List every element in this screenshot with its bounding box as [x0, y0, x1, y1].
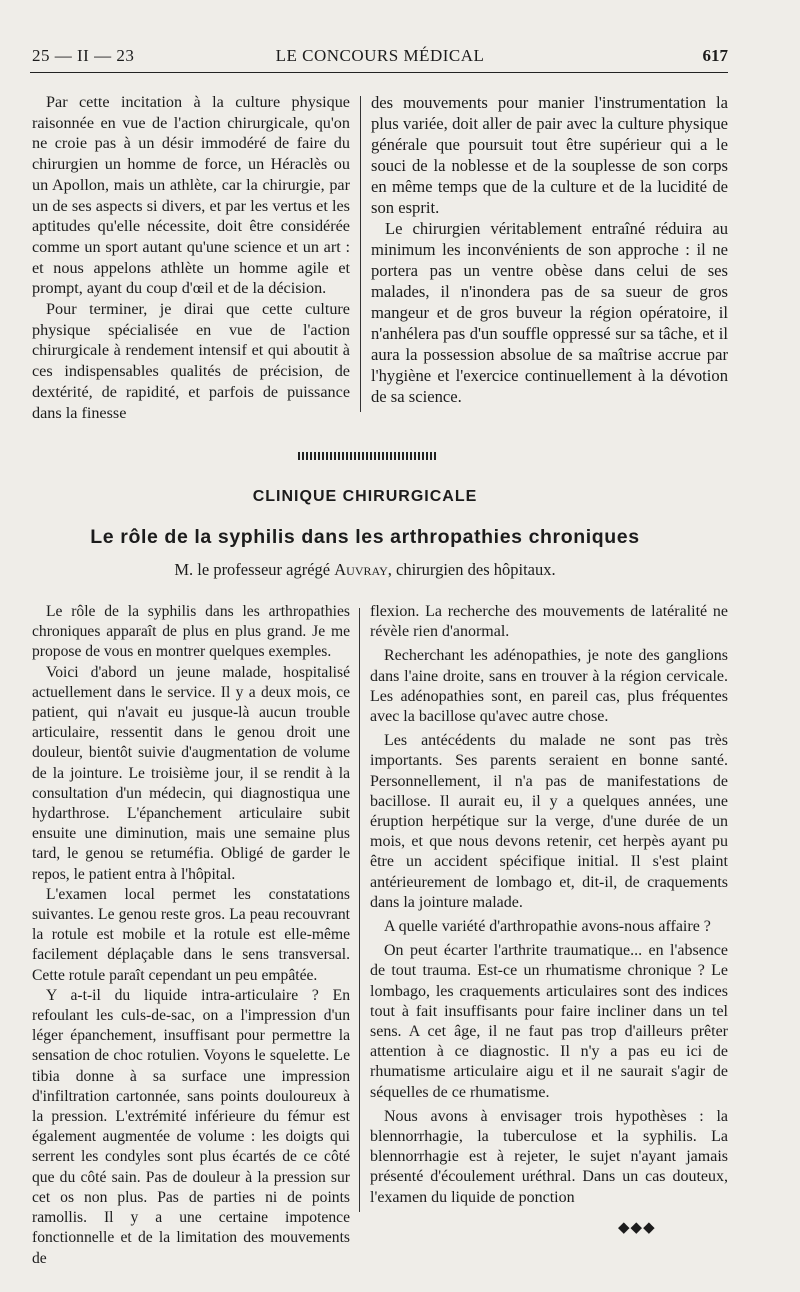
- paragraph: Le rôle de la syphilis dans les arthropathies chroniques apparaît de plus en plus grand. Je me propose de vous en montrer quelques exemples.: [32, 603, 350, 661]
- paragraph: On peut écarter l'arthrite traumatique... en l'absence de tout trauma. Est-ce un rhumatisme chronique ? Le lombago, les craquements articulaires sont des indices tout à fait insuffisants pour faire incliner dans un tel sens. A cet âge, il ne faut pas trop d'ailleurs prêter attention à ce diagnostic. Il n'y a pas eu ici de rhumatisme articulaire aigu et il ne saurait s'agir de séquelles de ce rhumatisme.: [370, 942, 728, 1101]
- bottom-left-column: [32, 602, 350, 1269]
- section-title: CLINIQUE CHIRURGICALE: [252, 488, 478, 505]
- top-left-column: [32, 92, 350, 423]
- byline-prefix: M. le professeur agrégé: [174, 560, 331, 579]
- column-divider: [359, 608, 360, 1212]
- end-ornament: ◆◆◆: [618, 1220, 656, 1236]
- paragraph: des mouvements pour manier l'instrumentation la plus variée, doit aller de pair avec la culture physique générale que poursuit tout être supérieur qui a le souci de la noblesse et de la souplesse de son corps en même temps que de la culture et de la lucidité de son esprit.: [371, 93, 728, 217]
- byline-author: Auvray: [334, 560, 388, 579]
- paragraph: A quelle variété d'arthropathie avons-nous affaire ?: [384, 918, 711, 936]
- paragraph: Les antécédents du malade ne sont pas très importants. Ses parents seraient en bonne santé. Personnellement, il n'a pas de manifestations de bacillose. Il aurait eu, il y a quelques années, une éruption herpétique sur la verge, d'une durée de un mois, et que nous devons retenir, cet herpès ayant pu être un accident spécifique initial. Il s'est plaint antérieurement de lombago et, dit-il, de craquements dans la jointure malade.: [370, 732, 728, 911]
- paragraph: Par cette incitation à la culture physique raisonnée en vue de l'action chirurgicale, qu'on ne croie pas à un désir immodéré de faire du chirurgien un homme de force, un Héraclès ou un Apollon, mais un athlète, car la chirurgie, par un de ses aspects si divers, et par les vertus et les aptitudes qu'elle nécessite, doit être considérée comme un sport autant qu'une science et un art : et nous appelons athlète un homme agile et prompt, ayant du coup d'œil et de la décision.: [32, 93, 350, 298]
- top-right-column: [371, 92, 728, 407]
- journal-title: LE CONCOURS MÉDICAL: [275, 46, 485, 65]
- paragraph: Nous avons à envisager trois hypothèses : la blennorrhagie, la tuberculose et la syphilis. La blennorrhagie est à rejeter, le sujet n'ayant jamais présenté d'écoulement uréthral. Dans un cas douteux, l'examen du liquide de ponction: [370, 1107, 728, 1206]
- header-rule: [30, 72, 728, 73]
- paragraph: Voici d'abord un jeune malade, hospitalisé actuellement dans le service. Il y a deux mois, ce patient, qui n'avait eu jusque-là aucun trouble articulaire, ressentit dans le genou droit une douleur, bientôt suivie d'augmentation de volume de la jointure. Le troisième jour, il se rendit à la consultation d'un médecin, qui diagnostiqua une hydarthrose. L'épanchement articulaire subit ensuite une diminution, mais une semaine plus tard, le genou se retuméfia. Obligé de garder le repos, le patient entra à l'hôpital.: [32, 663, 350, 883]
- paragraph: Le chirurgien véritablement entraîné réduira au minimum les inconvénients de son approche : il ne portera pas un ventre obèse dans celui de ses malades, il n'inondera pas de sa sueur de gros mangeur et de gros buveur la région opératoire, il n'anhélera pas d'un souffle oppressé sur sa tâche, et il aura la possession absolue de sa maîtrise accrue par l'hygiène et l'exercice continuellement à la dévotion de sa science.: [371, 219, 728, 406]
- paragraph: flexion. La recherche des mouvements de latéralité ne révèle rien d'anormal.: [370, 603, 728, 641]
- byline-suffix: , chirurgien des hôpitaux.: [387, 560, 556, 579]
- byline: [0, 560, 730, 580]
- paragraph: Recherchant les adénopathies, je note des ganglions dans l'aine droite, sans en trouver à la région cervicale. Les adénopathies sont, en pareil cas, plus fréquentes avec la bacillose qu'avec autre chose.: [370, 647, 728, 726]
- section-separator-ornament: [298, 452, 438, 460]
- paragraph: Pour terminer, je dirai que cette culture physique spécialisée en vue de l'action chirurgicale à rendement intensif et qui aboutit à ces indispensables qualités de précision, de dextérité, de rapidité, et parfois de puissance dans la finesse: [32, 300, 350, 422]
- article-title: Le rôle de la syphilis dans les arthropathies chroniques: [90, 526, 640, 548]
- paragraph: Y a-t-il du liquide intra-articulaire ? En refoulant les culs-de-sac, on a l'impression d'un léger épanchement, insuffisant pour permettre la sensation de choc rotulien. Voyons le squelette. Le tibia donne à sa surface une impression d'infiltration cartonnée, sans points douloureux à la pression. L'extrémité inférieure du fémur est également augmentée de volume : les doigts qui serrent les condyles sont plus écartés de ce côté que du côté sain. Pas de douleur à la pression sur cet os non plus. Pas de parties ni de points ramollis. Il y a une certaine impotence fonctionnelle et de la limitation des mouvements de: [32, 986, 350, 1267]
- page-number: 617: [702, 46, 728, 65]
- column-divider: [360, 96, 361, 412]
- bottom-right-column: [370, 602, 728, 1212]
- running-header: [30, 44, 730, 70]
- issue-date: 25 — II — 23: [32, 46, 135, 65]
- paragraph: L'examen local permet les constatations suivantes. Le genou reste gros. La peau recouvrant la rotule est mobile et la rotule est elle-même facilement déplaçable dans le sens transversal. Cette rotule paraît cependant un peu empâtée.: [32, 885, 350, 984]
